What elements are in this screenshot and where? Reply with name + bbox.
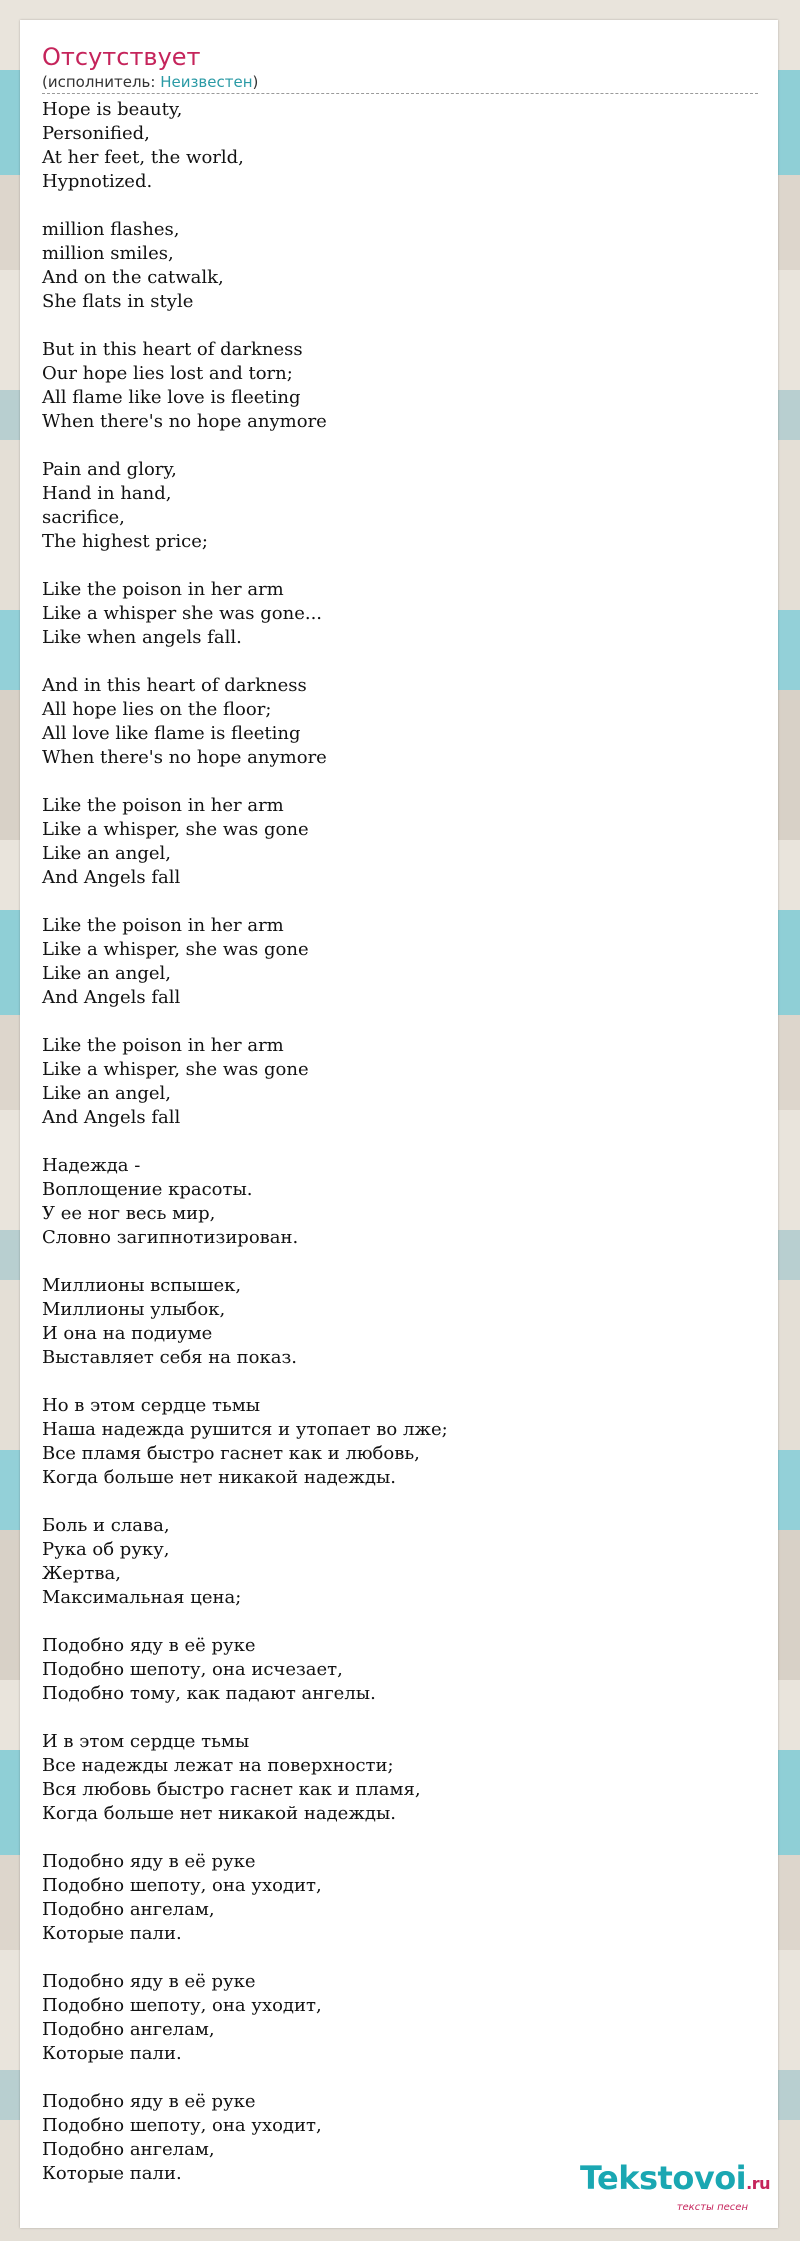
lyrics-stanza [42, 458, 758, 554]
lyrics-line: Like the poison in her arm [42, 579, 284, 600]
lyrics-line: Вся любовь быстро гаснет как и пламя, [42, 1779, 421, 1800]
lyrics-line: Подобно шепоту, она уходит, [42, 2115, 322, 2136]
lyrics-line: Миллионы вспышек, [42, 1275, 242, 1296]
lyrics-stanza [42, 914, 758, 1010]
lyrics-line: All flame like love is fleeting [42, 387, 301, 408]
lyrics-line: Like an angel, [42, 963, 172, 984]
lyrics-line: И она на подиуме [42, 1323, 213, 1344]
lyrics-line: At her feet, the world, [42, 147, 244, 168]
lyrics-line: When there's no hope anymore [42, 747, 327, 768]
lyrics-line: All love like flame is fleeting [42, 723, 301, 744]
artist-line [42, 72, 758, 94]
lyrics-line: Надежда - [42, 1155, 141, 1176]
lyrics-line: Like an angel, [42, 843, 172, 864]
lyrics-line: Подобно яду в её руке [42, 1971, 256, 1992]
lyrics-line: And on the catwalk, [42, 267, 224, 288]
lyrics-line: Подобно тому, как падают ангелы. [42, 1683, 376, 1704]
lyrics-line: Like a whisper, she was gone [42, 1059, 309, 1080]
lyrics-line: The highest price; [42, 531, 208, 552]
lyrics-line: У ее ног весь мир, [42, 1203, 216, 1224]
lyrics-line: And Angels fall [42, 987, 181, 1008]
lyrics-stanza [42, 218, 758, 314]
lyrics-stanza [42, 1274, 758, 1370]
lyrics-stanza [42, 1394, 758, 1490]
lyrics-stanza [42, 794, 758, 890]
lyrics-line: Подобно шепоту, она исчезает, [42, 1659, 343, 1680]
lyrics-stanza [42, 1034, 758, 1130]
lyrics-line: Словно загипнотизирован. [42, 1227, 299, 1248]
lyrics-line: Подобно шепоту, она уходит, [42, 1995, 322, 2016]
lyrics-line: Pain and glory, [42, 459, 177, 480]
lyrics-line: Like a whisper she was gone... [42, 603, 323, 624]
site-logo[interactable] [560, 2160, 770, 2214]
lyrics-line: Подобно шепоту, она уходит, [42, 1875, 322, 1896]
lyrics-line: Когда больше нет никакой надежды. [42, 1803, 397, 1824]
lyrics-line: Когда больше нет никакой надежды. [42, 1467, 397, 1488]
lyrics-line: Hope is beauty, [42, 99, 183, 120]
lyrics-line: Like the poison in her arm [42, 915, 284, 936]
lyrics-line: Выставляет себя на показ. [42, 1347, 298, 1368]
artist-link[interactable]: Неизвестен [160, 73, 253, 91]
lyrics-stanza [42, 578, 758, 650]
lyrics-stanza [42, 1634, 758, 1706]
lyrics-line: Которые пали. [42, 2043, 182, 2064]
lyrics-line: Like the poison in her arm [42, 795, 284, 816]
lyrics-line: Like a whisper, she was gone [42, 819, 309, 840]
lyrics-line: Подобно ангелам, [42, 2139, 215, 2160]
lyrics-line: million smiles, [42, 243, 174, 264]
lyrics-line: Рука об руку, [42, 1539, 170, 1560]
lyrics-line: sacrifice, [42, 507, 125, 528]
lyrics-line: And Angels fall [42, 1107, 181, 1128]
lyrics-line: Но в этом сердце тьмы [42, 1395, 261, 1416]
lyrics-stanza [42, 1730, 758, 1826]
lyrics-line: Our hope lies lost and torn; [42, 363, 293, 384]
lyrics-line: И в этом сердце тьмы [42, 1731, 250, 1752]
lyrics-line: When there's no hope anymore [42, 411, 327, 432]
lyrics-line: Like when angels fall. [42, 627, 242, 648]
lyrics-line: Personified, [42, 123, 150, 144]
lyrics-line: Hypnotized. [42, 171, 153, 192]
lyrics-line: Боль и слава, [42, 1515, 170, 1536]
lyrics-line: Воплощение красоты. [42, 1179, 253, 1200]
song-title: Отсутствует [42, 43, 201, 71]
lyrics-stanza [42, 98, 758, 194]
lyrics-line: Все пламя быстро гаснет как и любовь, [42, 1443, 420, 1464]
lyrics-line: Подобно ангелам, [42, 1899, 215, 1920]
lyrics-line: And in this heart of darkness [42, 675, 307, 696]
lyrics-line: Жертва, [42, 1563, 121, 1584]
logo-main-text: Tekstovoi [579, 2159, 747, 2197]
logo-tagline: тексты песен [676, 2202, 748, 2213]
lyrics-line: All hope lies on the floor; [42, 699, 272, 720]
lyrics-stanza [42, 1850, 758, 1946]
lyrics-line: Подобно ангелам, [42, 2019, 215, 2040]
lyrics-line: Наша надежда рушится и утопает во лже; [42, 1419, 448, 1440]
lyrics-line: Которые пали. [42, 2163, 182, 2184]
lyrics-line: She flats in style [42, 291, 194, 312]
lyrics-stanza [42, 1514, 758, 1610]
lyrics-line: million flashes, [42, 219, 180, 240]
lyrics-card [20, 20, 778, 2228]
lyrics-line: Все надежды лежат на поверхности; [42, 1755, 394, 1776]
lyrics-line: Максимальная цена; [42, 1587, 242, 1608]
lyrics-line: Которые пали. [42, 1923, 182, 1944]
lyrics-line: Like an angel, [42, 1083, 172, 1104]
song-header [42, 42, 758, 94]
artist-prefix: (исполнитель: [42, 73, 161, 91]
lyrics-line: And Angels fall [42, 867, 181, 888]
artist-suffix: ) [252, 73, 259, 91]
lyrics-stanza [42, 338, 758, 434]
lyrics-stanza [42, 1970, 758, 2066]
logo-wordmark [560, 2160, 770, 2202]
lyrics-line: Подобно яду в её руке [42, 1635, 256, 1656]
lyrics-line: Миллионы улыбок, [42, 1299, 226, 1320]
lyrics-text [42, 98, 758, 2210]
lyrics-line: Подобно яду в её руке [42, 1851, 256, 1872]
lyrics-line: Like the poison in her arm [42, 1035, 284, 1056]
lyrics-line: Hand in hand, [42, 483, 172, 504]
lyrics-stanza [42, 1154, 758, 1250]
logo-ru-text: .ru [746, 2174, 770, 2193]
lyrics-line: But in this heart of darkness [42, 339, 303, 360]
lyrics-line: Like a whisper, she was gone [42, 939, 309, 960]
lyrics-stanza [42, 674, 758, 770]
lyrics-line: Подобно яду в её руке [42, 2091, 256, 2112]
